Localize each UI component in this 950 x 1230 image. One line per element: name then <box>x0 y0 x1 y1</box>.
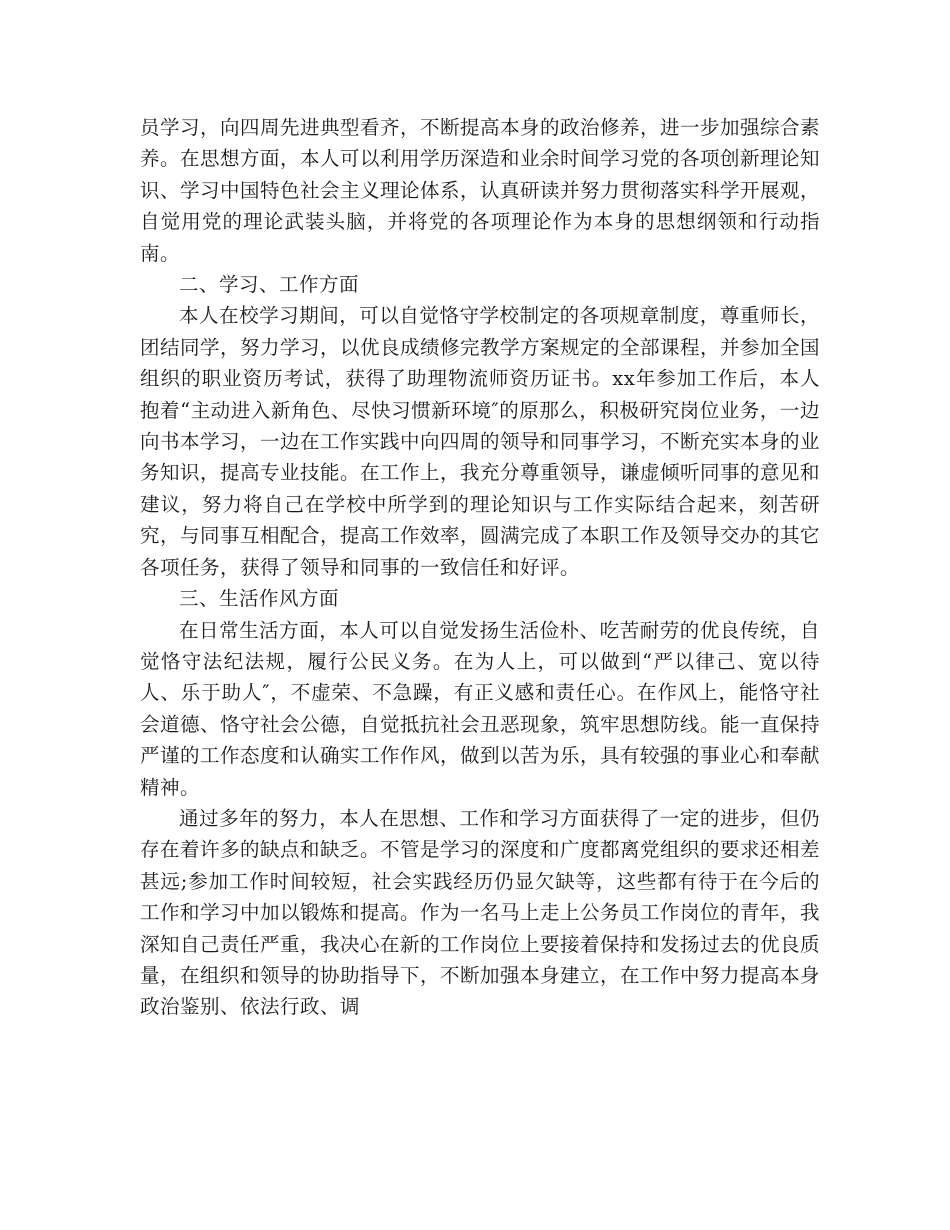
paragraph-lifestyle: 在日常生活方面，本人可以自觉发扬生活俭朴、吃苦耐劳的优良传统，自觉恪守法纪法规，履行公民义务。在为人上，可以做到“严以律己、宽以待人、乐于助人″，不虚荣、不急躁，有正义感和责任心。在作风上，能恪守社会道德、恪守社会公德，自觉抵抗社会丑恶现象，筑牢思想防线。能一直保持严谨的工作态度和认确实工作作风，做到以苦为乐，具有较强的事业心和奉献精神。 <box>140 618 821 799</box>
paragraph-study-work: 本人在校学习期间，可以自觉恪守学校制定的各项规章制度，尊重师长，团结同学，努力学习，以优良成绩修完教学方案规定的全部课程，并参加全国组织的职业资历考试，获得了助理物流师资历证书。xx年参加工作后，本人抱着“主动进入新角色、尽快习惯新环境″的原那么，积极研究岗位业务，一边向书本学习，一边在工作实践中向四周的领导和同事学习，不断充实本身的业务知识，提高专业技能。在工作上，我充分尊重领导，谦虚倾听同事的意见和建议，努力将自己在学校中所学到的理论知识与工作实际结合起来，刻苦研究，与同事互相配合，提高工作效率，圆满完成了本职工作及领导交办的其它各项任务，获得了领导和同事的一致信任和好评。 <box>140 304 821 579</box>
document-page <box>140 112 820 1023</box>
section-heading-study-work: 二、学习、工作方面 <box>179 273 360 297</box>
paragraph-summary: 通过多年的努力，本人在思想、工作和学习方面获得了一定的进步，但仍存在着许多的缺点和缺乏。不管是学习的深度和广度都离党组织的要求还相差甚远;参加工作时间较短，社会实践经历仍显欠缺等，这些都有待于在今后的工作和学习中加以锻炼和提高。作为一名马上走上公务员工作岗位的青年，我深知自己责任严重，我决心在新的工作岗位上要接着保持和发扬过去的优良质量，在组织和领导的协助指导下，不断加强本身建立，在工作中努力提高本身政治鉴别、依法行政、调 <box>140 806 821 1019</box>
section-heading-lifestyle: 三、生活作风方面 <box>179 587 340 611</box>
paragraph-continuation: 员学习，向四周先进典型看齐，不断提高本身的政治修养，进一步加强综合素养。在思想方面，本人可以利用学历深造和业余时间学习党的各项创新理论知识、学习中国特色社会主义理论体系，认真研读并努力贯彻落实科学开展观，自觉用党的理论武装头脑，并将党的各项理论作为本身的思想纲领和行动指南。 <box>140 116 821 265</box>
